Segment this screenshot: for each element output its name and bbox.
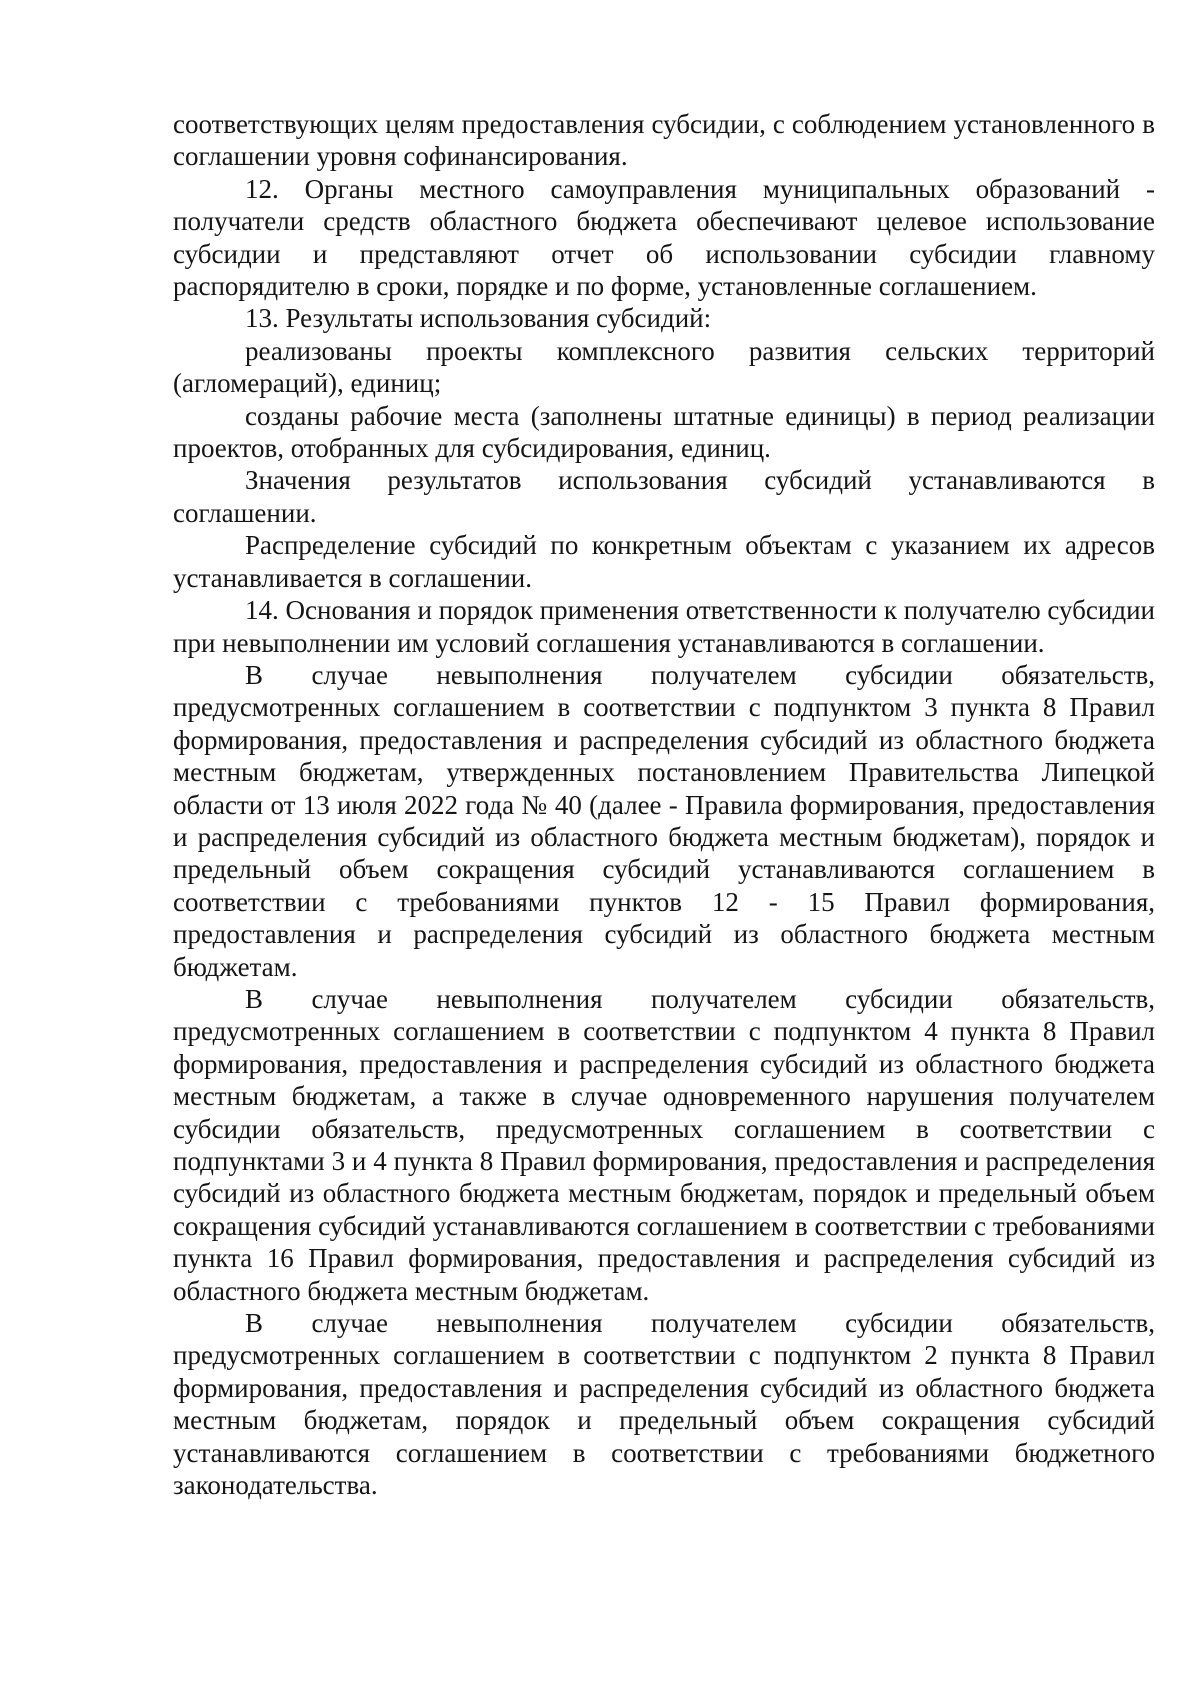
paragraph-case-subitem-2: В случае невыполнения получателем субсидии обязательств, предусмотренных соглашением в соответствии с подпунктом 2 пункта 8 Правил формирования, предоставления и распределения субсидий из областного бюджета местным бюджетам, порядок и предельный объем сокращения субсидий устанавливаются соглашением в соответствии с требованиями бюджетного законодательства. <box>173 1308 1155 1501</box>
paragraph-case-subitem-4: В случае невыполнения получателем субсидии обязательств, предусмотренных соглашением в соответствии с подпунктом 4 пункта 8 Правил формирования, предоставления и распределения субсидий из областного бюджета местным бюджетам, а также в случае одновременного нарушения получателем субсидии обязательств, предусмотренных соглашением в соответствии с подпунктами 3 и 4 пункта 8 Правил формирования, предоставления и распределения субсидий из областного бюджета местным бюджетам, порядок и предельный объем сокращения субсидий устанавливаются соглашением в соответствии с требованиями пункта 16 Правил формирования, предоставления и распределения субсидий из областного бюджета местным бюджетам. <box>173 983 1155 1306</box>
paragraph-case-subitem-3: В случае невыполнения получателем субсидии обязательств, предусмотренных соглашением в соответствии с подпунктом 3 пункта 8 Правил формирования, предоставления и распределения субсидий из областного бюджета местным бюджетам, утвержденных постановлением Правительства Липецкой области от 13 июля 2022 года № 40 (далее - Правила формирования, предоставления и распределения субсидий из областного бюджета местным бюджетам), порядок и предельный объем сокращения субсидий устанавливаются соглашением в соответствии с требованиями пунктов 12 - 15 Правил формирования, предоставления и распределения субсидий из областного бюджета местным бюджетам. <box>173 659 1155 982</box>
paragraph-item-14: 14. Основания и порядок применения ответственности к получателю субсидии при невыполнении им условий соглашения устанавливаются в соглашении. <box>173 595 1155 658</box>
paragraph-result-jobs: созданы рабочие места (заполнены штатные единицы) в период реализации проектов, отобранных для субсидирования, единиц. <box>173 400 1155 464</box>
document-page <box>173 108 1155 1501</box>
paragraph-item-12: 12. Органы местного самоуправления муниципальных образований - получатели средств областного бюджета обеспечивают целевое использование субсидии и представляют отчет об использовании субсидии главному распорядителю в сроки, порядке и по форме, установленные соглашением. <box>173 173 1155 302</box>
paragraph-result-projects: реализованы проекты комплексного развития сельских территорий (агломераций), единиц; <box>173 335 1155 399</box>
paragraph-item-13: 13. Результаты использования субсидий: <box>245 303 712 334</box>
paragraph-distribution: Распределение субсидий по конкретным объектам с указанием их адресов устанавливается в соглашении. <box>173 530 1155 593</box>
paragraph-continuation: соответствующих целям предоставления субсидии, с соблюдением установленного в соглашении уровня софинансирования. <box>173 109 1155 172</box>
paragraph-result-values: Значения результатов использования субсидий устанавливаются в соглашении. <box>173 465 1155 528</box>
